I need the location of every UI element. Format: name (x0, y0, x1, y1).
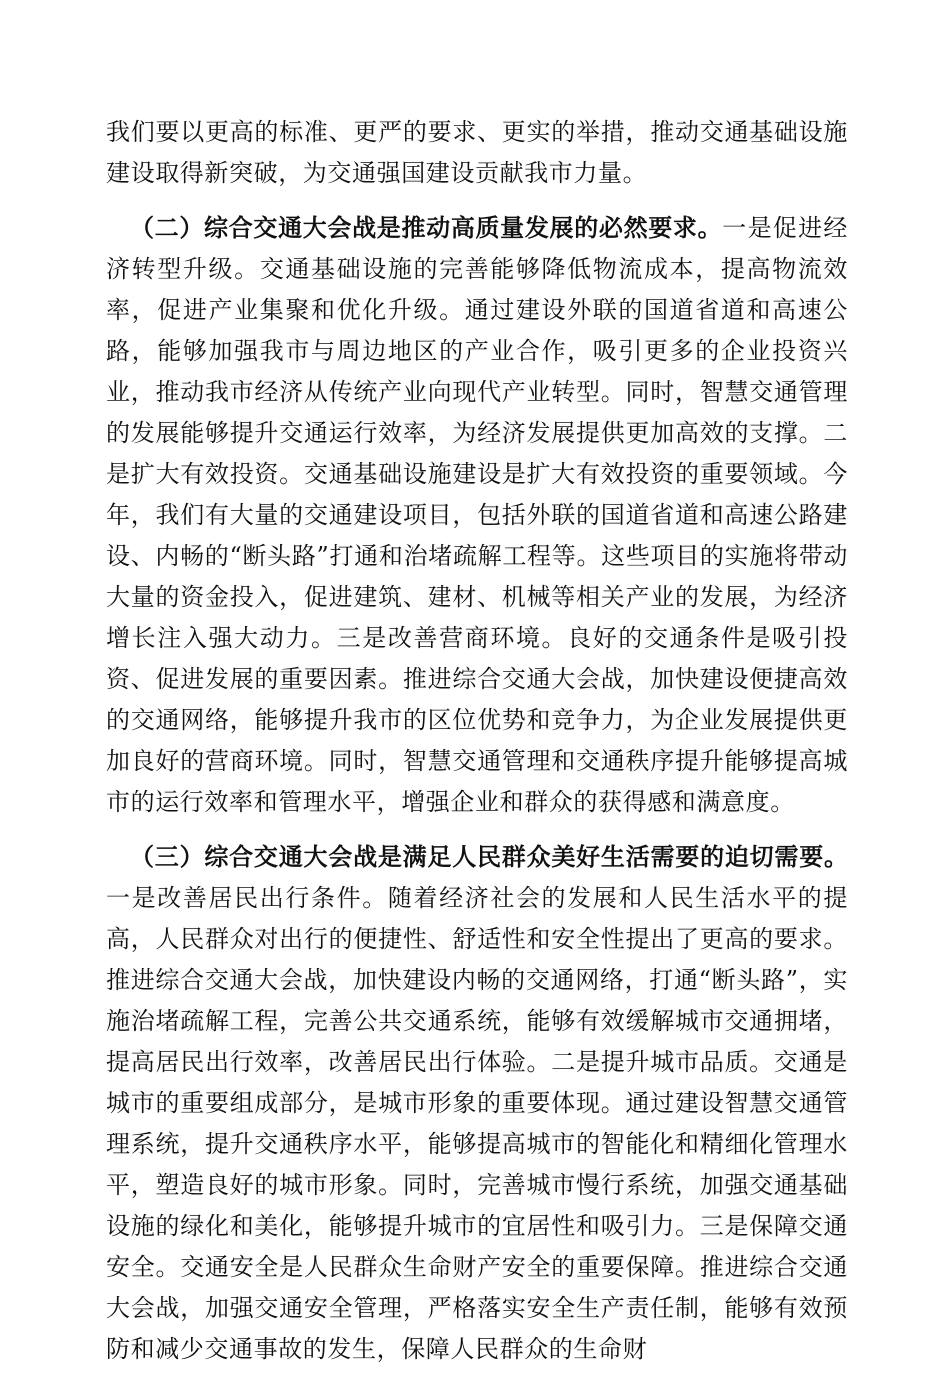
section-heading: （三）综合交通大会战是满足人民群众美好生活需要的迫切需要。 (130, 842, 848, 871)
section-heading: （二）综合交通大会战是推动高质量发展的必然要求。 (130, 213, 723, 242)
paragraph-text: 一是改善居民出行条件。随着经济社会的发展和人民生活水平的提高，人民群众对出行的便捷性、舒适性和安全性提出了更高的要求。推进综合交通大会战，加快建设内畅的交通网络，打通“断头路”，实施治堵疏解工程，完善公共交通系统，能够有效缓解城市交通拥堵，提高居民出行效率，改善居民出行体验。二是提升城市品质。交通是城市的重要组成部分，是城市形象的重要体现。通过建设智慧交通管理系统，提升交通秩序水平，能够提高城市的智能化和精细化管理水平，塑造良好的城市形象。同时，完善城市慢行系统，加强交通基础设施的绿化和美化，能够提升城市的宜居性和吸引力。三是保障交通安全。交通安全是人民群众生命财产安全的重要保障。推进综合交通大会战，加强交通安全管理，严格落实安全生产责任制，能够有效预防和减少交通事故的发生，保障人民群众的生命财 (106, 884, 848, 1363)
paragraph-section-3 (106, 836, 848, 1370)
paragraph-section-2 (106, 207, 848, 823)
paragraph-text: 我们要以更高的标准、更严的要求、更实的举措，推动交通基础设施建设取得新突破，为交通强国建设贡献我市力量。 (106, 118, 848, 187)
paragraph-intro (106, 112, 848, 194)
paragraph-text: 一是促进经济转型升级。交通基础设施的完善能够降低物流成本，提高物流效率，促进产业集聚和优化升级。通过建设外联的国道省道和高速公路，能够加强我市与周边地区的产业合作，吸引更多的企业投资兴业，推动我市经济从传统产业向现代产业转型。同时，智慧交通管理的发展能够提升交通运行效率，为经济发展提供更加高效的支撑。二是扩大有效投资。交通基础设施建设是扩大有效投资的重要领域。今年，我们有大量的交通建设项目，包括外联的国道省道和高速公路建设、内畅的“断头路”打通和治堵疏解工程等。这些项目的实施将带动大量的资金投入，促进建筑、建材、机械等相关产业的发展，为经济增长注入强大动力。三是改善营商环境。良好的交通条件是吸引投资、促进发展的重要因素。推进综合交通大会战，加快建设便捷高效的交通网络，能够提升我市的区位优势和竞争力，为企业发展提供更加良好的营商环境。同时，智慧交通管理和交通秩序提升能够提高城市的运行效率和管理水平，增强企业和群众的获得感和满意度。 (106, 214, 849, 816)
document-page (106, 112, 848, 1383)
